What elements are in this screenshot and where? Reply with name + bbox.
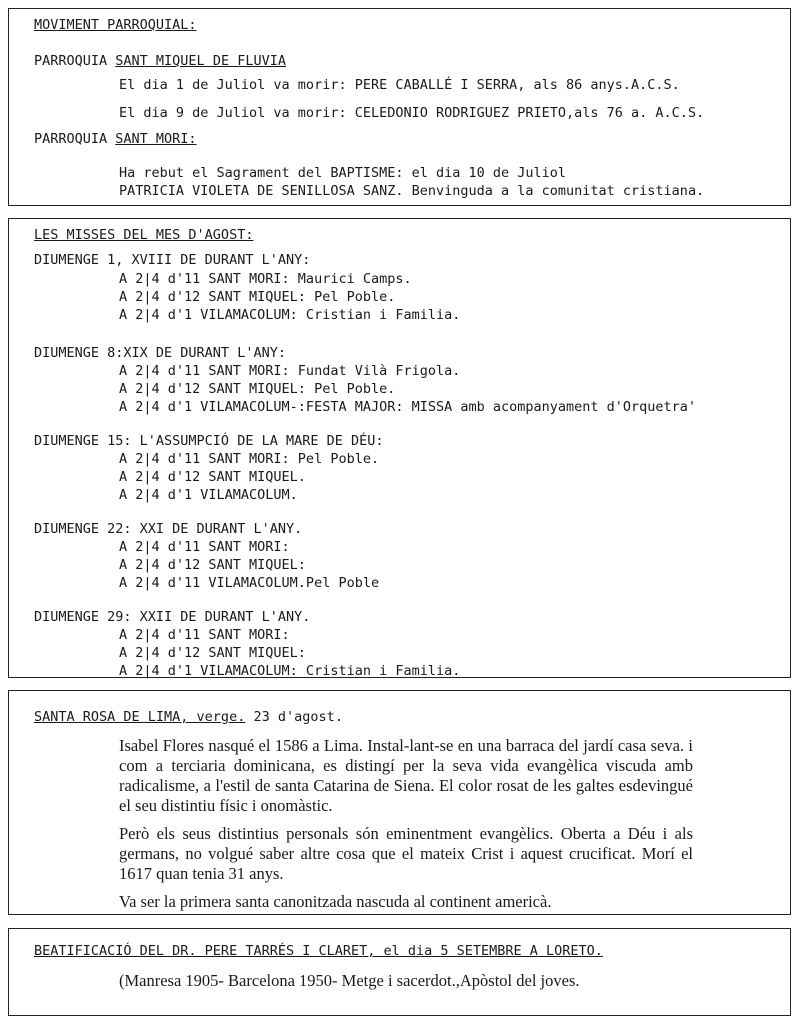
mass-entry: A 2|4 d'11 SANT MORI: Fundat Vilà Frigola. bbox=[119, 363, 461, 379]
biography-paragraph: Va ser la primera santa canonitzada nascuda al continent americà. bbox=[119, 892, 552, 911]
mass-entry: A 2|4 d'12 SANT MIQUEL. bbox=[119, 469, 306, 485]
mass-entry: A 2|4 d'11 SANT MORI: bbox=[119, 539, 290, 555]
saint-heading: SANTA ROSA DE LIMA, verge. 23 d'agost. bbox=[34, 709, 343, 725]
mass-entry: A 2|4 d'1 VILAMACOLUM. bbox=[119, 487, 298, 503]
mass-entry: A 2|4 d'11 SANT MORI: Maurici Camps. bbox=[119, 271, 412, 287]
saint-biography bbox=[119, 736, 693, 920]
beatification-heading: BEATIFICACIÓ DEL DR. PERE TARRÉS I CLARET, el dia 5 SETEMBRE A LORETO. bbox=[34, 943, 603, 959]
sunday-heading: DIUMENGE 29: XXII DE DURANT L'ANY. bbox=[34, 609, 311, 625]
baptism-notice: Ha rebut el Sagrament del BAPTISME: el dia 10 de Juliol bbox=[119, 165, 567, 181]
biography-paragraph: Isabel Flores nasqué el 1586 a Lima. Instal-lant-se en una barraca del jardí casa seva. i com a terciaria dominicana, es distingí per la seva vida evangèlica viscuda amb radicalisme, a l'estil de santa Catarina de Siena. El color rosat de les galtes esdevingué el seu distintiu físic i onomàstic. bbox=[119, 736, 693, 815]
sunday-heading: DIUMENGE 8:XIX DE DURANT L'ANY: bbox=[34, 345, 286, 361]
mass-entry: A 2|4 d'12 SANT MIQUEL: Pel Poble. bbox=[119, 381, 396, 397]
mass-entry: A 2|4 d'11 VILAMACOLUM.Pel Poble bbox=[119, 575, 380, 591]
baptism-notice: PATRICIA VIOLETA DE SENILLOSA SANZ. Benvinguda a la comunitat cristiana. bbox=[119, 183, 705, 199]
mass-entry: A 2|4 d'1 VILAMACOLUM: Cristian i Familia. bbox=[119, 307, 461, 323]
section-heading: LES MISSES DEL MES D'AGOST: bbox=[34, 227, 254, 243]
section-heading: MOVIMENT PARROQUIAL: bbox=[34, 17, 197, 33]
mass-entry: A 2|4 d'12 SANT MIQUEL: bbox=[119, 645, 306, 661]
death-notice: El dia 9 de Juliol va morir: CELEDONIO RODRIGUEZ PRIETO,als 76 a. A.C.S. bbox=[119, 105, 705, 121]
sunday-heading: DIUMENGE 22: XXI DE DURANT L'ANY. bbox=[34, 521, 303, 537]
beatification-details: (Manresa 1905- Barcelona 1950- Metge i sacerdot.,Apòstol del joves. bbox=[119, 971, 580, 990]
parish-heading: PARROQUIA SANT MORI: bbox=[34, 131, 197, 147]
biography-paragraph: Però els seus distintius personals són eminentment evangèlics. Oberta a Déu i als germans, no volgué saber altre cosa que el mateix Crist i aquest crucificat. Morí el 1617 quan tenia 31 anys. bbox=[119, 824, 693, 883]
mass-entry: A 2|4 d'1 VILAMACOLUM-:FESTA MAJOR: MISSA amb acompanyament d'Orquetra' bbox=[119, 399, 697, 415]
sunday-heading: DIUMENGE 1, XVIII DE DURANT L'ANY: bbox=[34, 252, 311, 268]
mass-entry: A 2|4 d'12 SANT MIQUEL: bbox=[119, 557, 306, 573]
death-notice: El dia 1 de Juliol va morir: PERE CABALLÉ I SERRA, als 86 anys.A.C.S. bbox=[119, 77, 680, 93]
mass-entry: A 2|4 d'12 SANT MIQUEL: Pel Poble. bbox=[119, 289, 396, 305]
mass-entry: A 2|4 d'11 SANT MORI: Pel Poble. bbox=[119, 451, 380, 467]
sunday-heading: DIUMENGE 15: L'ASSUMPCIÓ DE LA MARE DE DÉU: bbox=[34, 433, 384, 449]
mass-entry: A 2|4 d'1 VILAMACOLUM: Cristian i Familia. bbox=[119, 663, 461, 679]
mass-entry: A 2|4 d'11 SANT MORI: bbox=[119, 627, 290, 643]
parish-heading: PARROQUIA SANT MIQUEL DE FLUVIA bbox=[34, 53, 286, 69]
